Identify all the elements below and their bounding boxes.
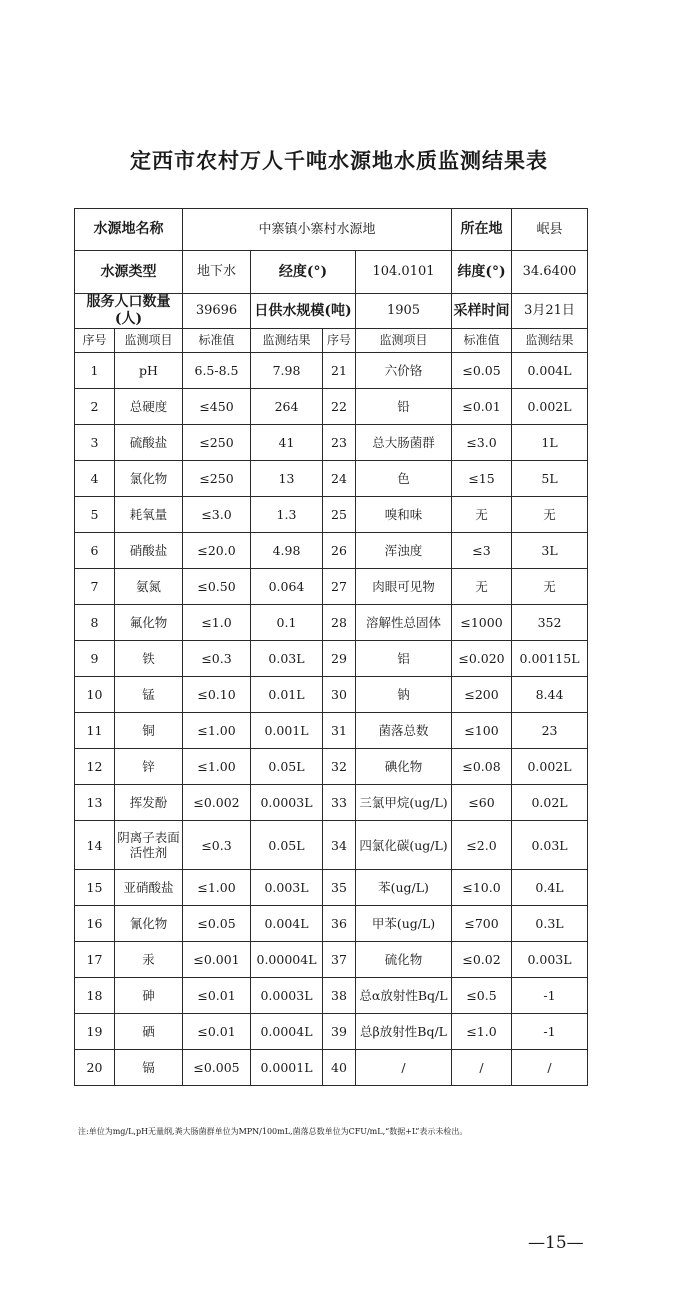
- row-number: 11: [75, 713, 115, 749]
- item-name: 氰化物: [115, 906, 183, 942]
- result-value: 0.3L: [512, 906, 588, 942]
- source-type-label: 水源类型: [75, 251, 183, 294]
- row-number: 20: [75, 1050, 115, 1086]
- result-value: -1: [512, 1014, 588, 1050]
- location-label: 所在地: [452, 209, 512, 251]
- result-value: 无: [512, 569, 588, 605]
- row-number: 2: [75, 389, 115, 425]
- row-number: 40: [323, 1050, 356, 1086]
- result-value: 1.3: [251, 497, 323, 533]
- longitude-label: 经度(°): [251, 251, 356, 294]
- item-name: 肉眼可见物: [356, 569, 452, 605]
- row-number: 19: [75, 1014, 115, 1050]
- item-name: 铁: [115, 641, 183, 677]
- table-row: [75, 389, 588, 425]
- row-number: 32: [323, 749, 356, 785]
- result-value: 0.00115L: [512, 641, 588, 677]
- table-row: [75, 906, 588, 942]
- row-number: 3: [75, 425, 115, 461]
- standard-value: ≤1.0: [452, 1014, 512, 1050]
- supply-label: 日供水规模(吨): [251, 294, 356, 329]
- result-value: 0.0001L: [251, 1050, 323, 1086]
- table-row: [75, 821, 588, 870]
- supply-value: 1905: [356, 294, 452, 329]
- row-number: 16: [75, 906, 115, 942]
- result-value: 0.01L: [251, 677, 323, 713]
- row-number: 34: [323, 821, 356, 870]
- result-value: 0.0004L: [251, 1014, 323, 1050]
- row-number: 17: [75, 942, 115, 978]
- row-number: 18: [75, 978, 115, 1014]
- result-value: -1: [512, 978, 588, 1014]
- standard-value: ≤0.02: [452, 942, 512, 978]
- table-row: [75, 353, 588, 389]
- result-value: 0.00004L: [251, 942, 323, 978]
- row-number: 5: [75, 497, 115, 533]
- standard-value: ≤0.05: [183, 906, 251, 942]
- item-name: 菌落总数: [356, 713, 452, 749]
- sampling-label: 采样时间: [452, 294, 512, 329]
- standard-value: ≤0.01: [183, 1014, 251, 1050]
- sampling-value: 3月21日: [512, 294, 588, 329]
- location-value: 岷县: [512, 209, 588, 251]
- item-name: 三氯甲烷(ug/L): [356, 785, 452, 821]
- header-row-source: [75, 209, 588, 251]
- header-row-type: [75, 251, 588, 294]
- standard-value: ≤1.00: [183, 713, 251, 749]
- table-row: [75, 461, 588, 497]
- item-name: 镉: [115, 1050, 183, 1086]
- row-number: 28: [323, 605, 356, 641]
- standard-value: ≤10.0: [452, 870, 512, 906]
- standard-value: ≤0.50: [183, 569, 251, 605]
- standard-value: ≤0.01: [183, 978, 251, 1014]
- latitude-label: 纬度(°): [452, 251, 512, 294]
- standard-value: 无: [452, 497, 512, 533]
- longitude-value: 104.0101: [356, 251, 452, 294]
- table-row: [75, 605, 588, 641]
- standard-value: ≤60: [452, 785, 512, 821]
- standard-value: ≤450: [183, 389, 251, 425]
- row-number: 22: [323, 389, 356, 425]
- row-number: 15: [75, 870, 115, 906]
- result-value: 0.03L: [251, 641, 323, 677]
- result-value: 7.98: [251, 353, 323, 389]
- standard-value: ≤0.002: [183, 785, 251, 821]
- result-value: 41: [251, 425, 323, 461]
- result-value: /: [512, 1050, 588, 1086]
- row-number: 1: [75, 353, 115, 389]
- item-name: 苯(ug/L): [356, 870, 452, 906]
- item-name: 总大肠菌群: [356, 425, 452, 461]
- result-value: 0.03L: [512, 821, 588, 870]
- standard-value: ≤250: [183, 461, 251, 497]
- column-header: 监测结果: [512, 329, 588, 353]
- item-name: 铅: [356, 389, 452, 425]
- source-name-label: 水源地名称: [75, 209, 183, 251]
- item-name: 硫化物: [356, 942, 452, 978]
- item-name: pH: [115, 353, 183, 389]
- result-value: 0.4L: [512, 870, 588, 906]
- table-row: [75, 641, 588, 677]
- standard-value: ≤20.0: [183, 533, 251, 569]
- row-number: 35: [323, 870, 356, 906]
- item-name: 砷: [115, 978, 183, 1014]
- standard-value: ≤1.0: [183, 605, 251, 641]
- result-value: 0.05L: [251, 821, 323, 870]
- result-value: 无: [512, 497, 588, 533]
- population-label: 服务人口数量(人): [75, 294, 183, 329]
- standard-value: ≤0.08: [452, 749, 512, 785]
- standard-value: ≤15: [452, 461, 512, 497]
- row-number: 9: [75, 641, 115, 677]
- result-value: 0.0003L: [251, 785, 323, 821]
- item-name: 色: [356, 461, 452, 497]
- item-name: 硫酸盐: [115, 425, 183, 461]
- result-value: 0.001L: [251, 713, 323, 749]
- item-name: 挥发酚: [115, 785, 183, 821]
- table-row: [75, 677, 588, 713]
- standard-value: ≤0.01: [452, 389, 512, 425]
- standard-value: ≤0.001: [183, 942, 251, 978]
- result-value: 23: [512, 713, 588, 749]
- row-number: 29: [323, 641, 356, 677]
- item-name: 耗氧量: [115, 497, 183, 533]
- item-name: 氨氮: [115, 569, 183, 605]
- row-number: 4: [75, 461, 115, 497]
- header-row-population: [75, 294, 588, 329]
- item-name: 阴离子表面活性剂: [115, 821, 183, 870]
- column-header: 序号: [323, 329, 356, 353]
- population-value: 39696: [183, 294, 251, 329]
- source-name-value: 中寨镇小寨村水源地: [183, 209, 452, 251]
- table-row: [75, 425, 588, 461]
- item-name: 嗅和味: [356, 497, 452, 533]
- table-row: [75, 497, 588, 533]
- standard-value: ≤0.005: [183, 1050, 251, 1086]
- item-name: 锌: [115, 749, 183, 785]
- row-number: 7: [75, 569, 115, 605]
- result-value: 0.064: [251, 569, 323, 605]
- result-value: 0.003L: [512, 942, 588, 978]
- item-name: 总α放射性Bq/L: [356, 978, 452, 1014]
- item-name: 氯化物: [115, 461, 183, 497]
- standard-value: ≤100: [452, 713, 512, 749]
- standard-value: ≤0.3: [183, 641, 251, 677]
- item-name: /: [356, 1050, 452, 1086]
- item-name: 亚硝酸盐: [115, 870, 183, 906]
- row-number: 13: [75, 785, 115, 821]
- table-row: [75, 1014, 588, 1050]
- standard-value: ≤3.0: [452, 425, 512, 461]
- result-value: 352: [512, 605, 588, 641]
- standard-value: 无: [452, 569, 512, 605]
- column-header: 监测结果: [251, 329, 323, 353]
- result-value: 0.003L: [251, 870, 323, 906]
- footnote: 注:单位为mg/L,pH无量纲,粪大肠菌群单位为MPN/100mL,菌落总数单位为CFU/mL,“数据+L”表示未检出。: [78, 1127, 468, 1136]
- result-value: 3L: [512, 533, 588, 569]
- result-value: 8.44: [512, 677, 588, 713]
- result-value: 0.002L: [512, 389, 588, 425]
- item-name: 甲苯(ug/L): [356, 906, 452, 942]
- item-name: 锰: [115, 677, 183, 713]
- standard-value: ≤1000: [452, 605, 512, 641]
- result-value: 0.02L: [512, 785, 588, 821]
- item-name: 铜: [115, 713, 183, 749]
- water-quality-table: [74, 208, 588, 1086]
- result-value: 4.98: [251, 533, 323, 569]
- source-type-value: 地下水: [183, 251, 251, 294]
- column-header: 监测项目: [115, 329, 183, 353]
- result-value: 1L: [512, 425, 588, 461]
- row-number: 23: [323, 425, 356, 461]
- item-name: 总β放射性Bq/L: [356, 1014, 452, 1050]
- item-name: 硝酸盐: [115, 533, 183, 569]
- standard-value: ≤0.05: [452, 353, 512, 389]
- standard-value: ≤0.10: [183, 677, 251, 713]
- result-value: 0.004L: [512, 353, 588, 389]
- standard-value: ≤0.020: [452, 641, 512, 677]
- result-value: 0.004L: [251, 906, 323, 942]
- table-row: [75, 942, 588, 978]
- page-number: —15—: [528, 1233, 584, 1253]
- item-name: 六价铬: [356, 353, 452, 389]
- standard-value: 6.5-8.5: [183, 353, 251, 389]
- column-header: 标准值: [452, 329, 512, 353]
- item-name: 铝: [356, 641, 452, 677]
- item-name: 氟化物: [115, 605, 183, 641]
- result-value: 264: [251, 389, 323, 425]
- item-name: 硒: [115, 1014, 183, 1050]
- row-number: 37: [323, 942, 356, 978]
- result-value: 0.0003L: [251, 978, 323, 1014]
- standard-value: /: [452, 1050, 512, 1086]
- column-header-row: [75, 329, 588, 353]
- result-value: 0.002L: [512, 749, 588, 785]
- table-row: [75, 978, 588, 1014]
- table-row: [75, 785, 588, 821]
- item-name: 溶解性总固体: [356, 605, 452, 641]
- standard-value: ≤250: [183, 425, 251, 461]
- item-name: 总硬度: [115, 389, 183, 425]
- item-name: 钠: [356, 677, 452, 713]
- item-name: 汞: [115, 942, 183, 978]
- row-number: 25: [323, 497, 356, 533]
- item-name: 碘化物: [356, 749, 452, 785]
- row-number: 14: [75, 821, 115, 870]
- table-row: [75, 870, 588, 906]
- row-number: 33: [323, 785, 356, 821]
- column-header: 序号: [75, 329, 115, 353]
- standard-value: ≤0.3: [183, 821, 251, 870]
- item-name: 浑浊度: [356, 533, 452, 569]
- result-value: 5L: [512, 461, 588, 497]
- standard-value: ≤0.5: [452, 978, 512, 1014]
- row-number: 8: [75, 605, 115, 641]
- column-header: 监测项目: [356, 329, 452, 353]
- table-row: [75, 713, 588, 749]
- row-number: 30: [323, 677, 356, 713]
- page-title: 定西市农村万人千吨水源地水质监测结果表: [130, 148, 548, 173]
- standard-value: ≤200: [452, 677, 512, 713]
- row-number: 21: [323, 353, 356, 389]
- result-value: 13: [251, 461, 323, 497]
- row-number: 38: [323, 978, 356, 1014]
- row-number: 31: [323, 713, 356, 749]
- latitude-value: 34.6400: [512, 251, 588, 294]
- item-name: 四氯化碳(ug/L): [356, 821, 452, 870]
- row-number: 27: [323, 569, 356, 605]
- result-value: 0.05L: [251, 749, 323, 785]
- standard-value: ≤700: [452, 906, 512, 942]
- row-number: 12: [75, 749, 115, 785]
- row-number: 10: [75, 677, 115, 713]
- standard-value: ≤2.0: [452, 821, 512, 870]
- standard-value: ≤1.00: [183, 870, 251, 906]
- row-number: 24: [323, 461, 356, 497]
- row-number: 36: [323, 906, 356, 942]
- table-row: [75, 1050, 588, 1086]
- standard-value: ≤1.00: [183, 749, 251, 785]
- result-value: 0.1: [251, 605, 323, 641]
- standard-value: ≤3: [452, 533, 512, 569]
- column-header: 标准值: [183, 329, 251, 353]
- table-row: [75, 569, 588, 605]
- row-number: 26: [323, 533, 356, 569]
- row-number: 39: [323, 1014, 356, 1050]
- table-row: [75, 749, 588, 785]
- table-row: [75, 533, 588, 569]
- row-number: 6: [75, 533, 115, 569]
- standard-value: ≤3.0: [183, 497, 251, 533]
